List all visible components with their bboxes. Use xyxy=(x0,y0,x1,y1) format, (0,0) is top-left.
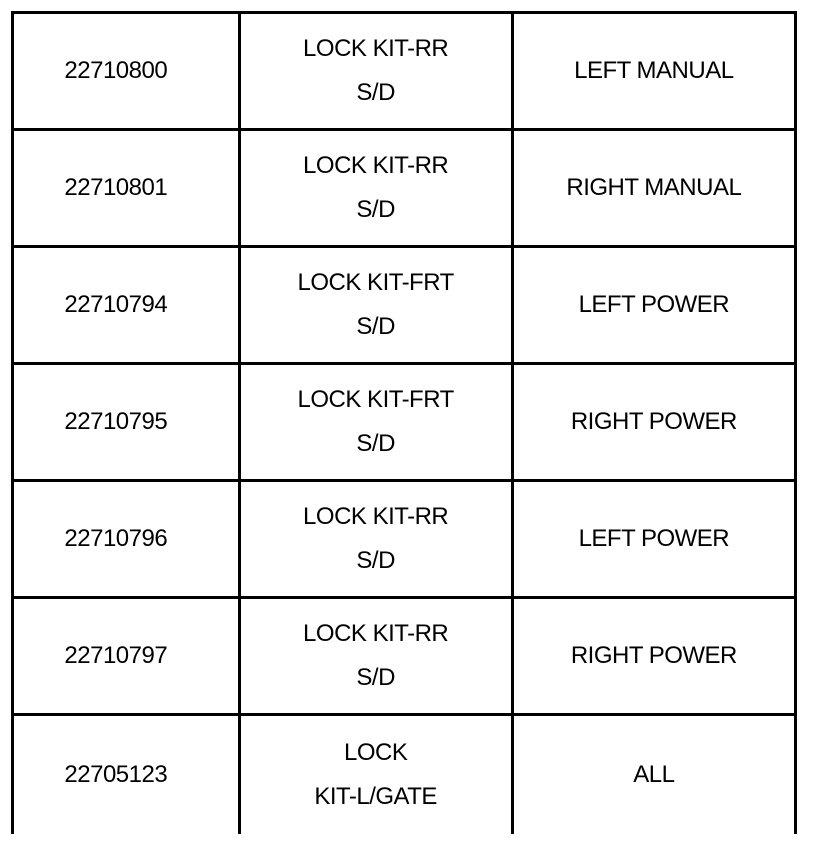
description-line: LOCK KIT-RR xyxy=(303,35,449,62)
application-cell: LEFT POWER xyxy=(512,247,795,364)
parts-table-body xyxy=(13,13,796,835)
description-line: S/D xyxy=(356,196,395,223)
description-line: KIT-L/GATE xyxy=(314,783,437,810)
part-number-cell: 22710795 xyxy=(13,364,240,481)
application-cell: RIGHT MANUAL xyxy=(512,130,795,247)
description-cell xyxy=(239,247,512,364)
description-line: S/D xyxy=(356,547,395,574)
description-line: S/D xyxy=(356,664,395,691)
description-cell xyxy=(239,598,512,715)
application-cell: LEFT MANUAL xyxy=(512,13,795,130)
part-number-cell: 22710801 xyxy=(13,130,240,247)
application-cell: LEFT POWER xyxy=(512,481,795,598)
part-number-cell: 22705123 xyxy=(13,715,240,835)
description-line: LOCK KIT-RR xyxy=(303,152,449,179)
description-line: S/D xyxy=(356,79,395,106)
description-line: LOCK KIT-RR xyxy=(303,503,449,530)
table-row xyxy=(13,247,796,364)
table-row xyxy=(13,13,796,130)
description-line: S/D xyxy=(356,313,395,340)
description-line: S/D xyxy=(356,430,395,457)
part-number-cell: 22710800 xyxy=(13,13,240,130)
description-line: LOCK KIT-FRT xyxy=(297,269,454,296)
part-number-cell: 22710794 xyxy=(13,247,240,364)
part-number-cell: 22710796 xyxy=(13,481,240,598)
part-number-cell: 22710797 xyxy=(13,598,240,715)
description-cell xyxy=(239,13,512,130)
description-line: LOCK KIT-RR xyxy=(303,620,449,647)
table-row xyxy=(13,364,796,481)
table-row xyxy=(13,715,796,835)
table-row xyxy=(13,130,796,247)
application-cell: RIGHT POWER xyxy=(512,598,795,715)
description-cell xyxy=(239,481,512,598)
description-cell xyxy=(239,364,512,481)
description-line: LOCK KIT-FRT xyxy=(297,386,454,413)
description-line: LOCK xyxy=(343,739,408,766)
parts-table xyxy=(11,11,797,834)
table-row xyxy=(13,598,796,715)
description-cell xyxy=(239,130,512,247)
description-cell xyxy=(239,715,512,835)
application-cell: ALL xyxy=(512,715,795,835)
table-row xyxy=(13,481,796,598)
application-cell: RIGHT POWER xyxy=(512,364,795,481)
